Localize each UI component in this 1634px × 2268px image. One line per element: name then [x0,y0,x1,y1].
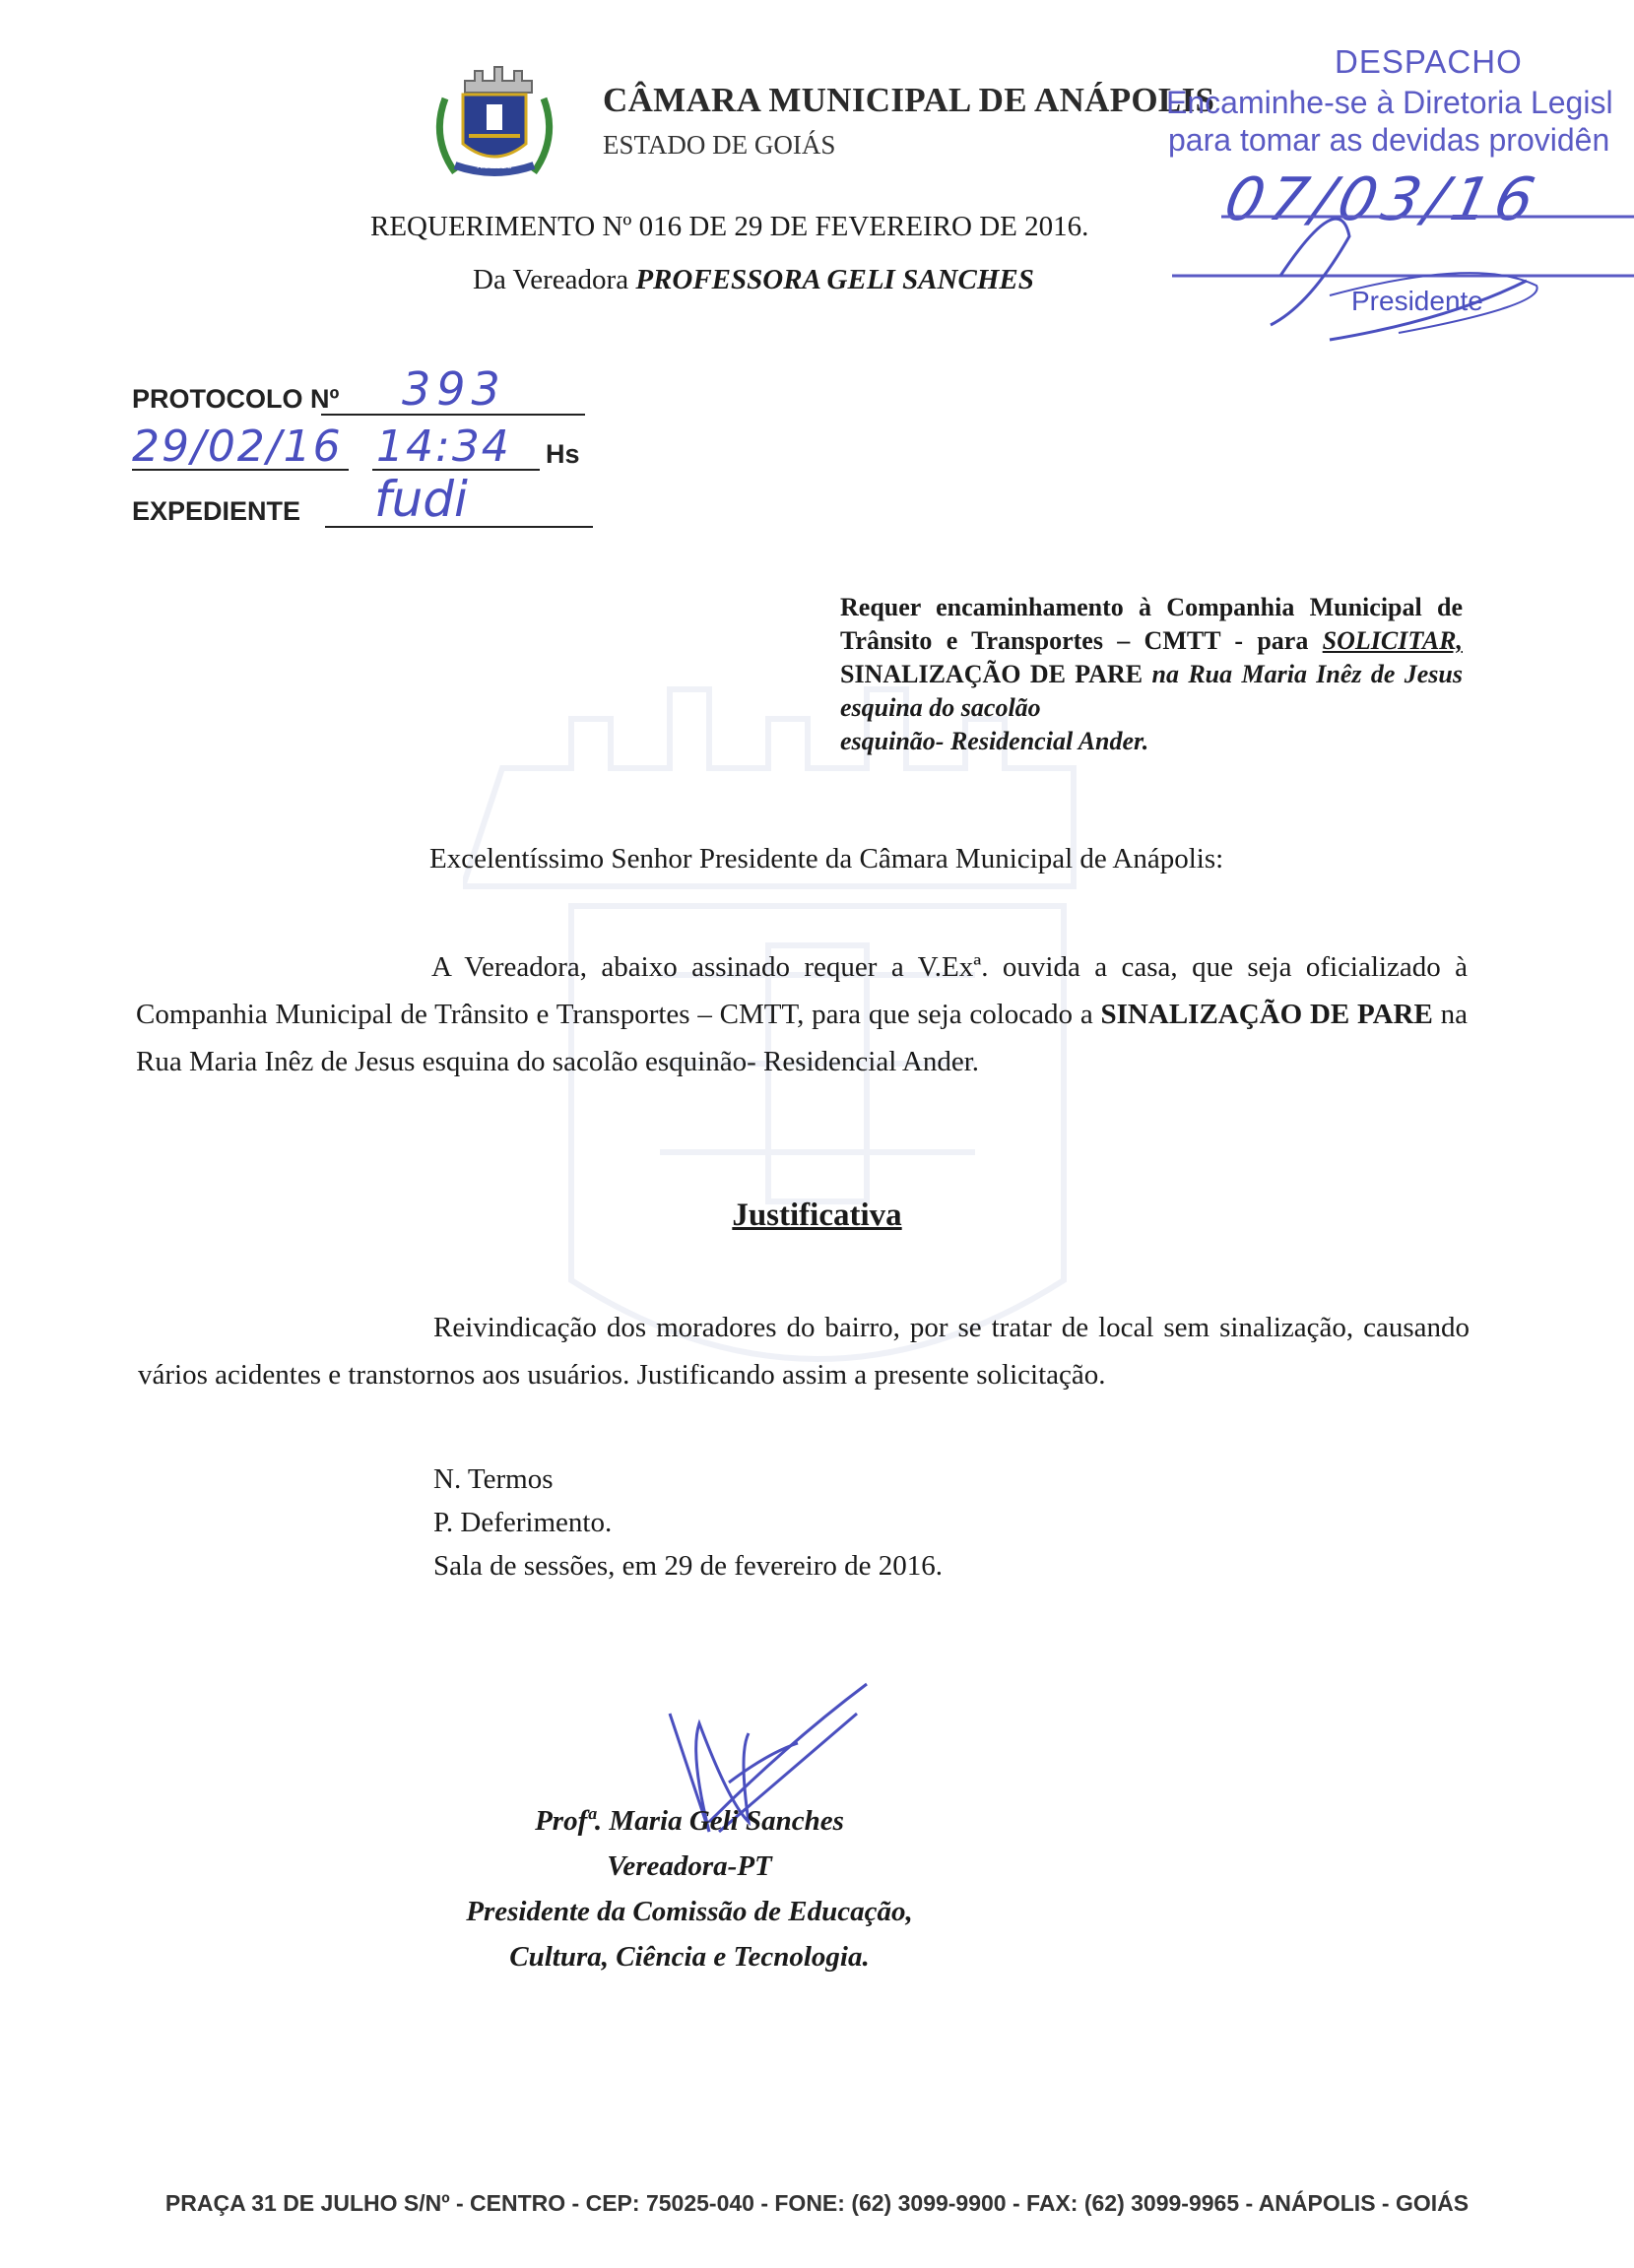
request-summary [840,591,1463,758]
stamp-handwritten-date: 07/03/16 [1218,165,1546,234]
author-name: PROFESSORA GELI SANCHES [635,264,1034,295]
paragraph-bold: SINALIZAÇÃO DE PARE [1100,999,1433,1030]
justification-text: Reivindicação dos moradores do bairro, por se tratar de local sem sinalização, causando vários acidentes e transtornos aos usuários. Justificando assim a presente solicitação. [138,1312,1470,1391]
closing-line-1: N. Termos [433,1463,554,1495]
summary-part-4: esquinão- Residencial Ander. [840,727,1149,755]
main-paragraph [136,943,1468,1085]
expediente-initials: fudi [374,471,468,528]
municipal-crest [425,59,563,187]
summary-part-3: na Rua Maria Inêz de Jesus esquina do sacolão [840,660,1464,722]
signature-role: Vereadora-PT [607,1850,772,1882]
justification-heading: Justificativa [732,1198,902,1233]
stamp-line-1: Encaminhe-se à Diretoria Legisl [1166,85,1613,120]
summary-part-1: Requer encaminhamento à Companhia Municipal de Trânsito e Transportes – CMTT - para [840,593,1463,655]
protocol-number: 393 [402,362,506,416]
signature-title-1: Presidente da Comissão de Educação, [466,1896,913,1927]
request-title: REQUERIMENTO Nº 016 DE 29 DE FEVEREIRO DE 2016. [370,211,1089,242]
crest-label: ANÁPOLIS [477,163,512,170]
footer-address: PRAÇA 31 DE JULHO S/Nº - CENTRO - CEP: 75025-040 - FONE: (62) 3099-9900 - FAX: (62) 3099-9965 - ANÁPOLIS - GOIÁS [164,2190,1470,2216]
closing-line-2: P. Deferimento. [433,1507,613,1538]
summary-solicitar: SOLICITAR, [1322,626,1463,655]
closing-line-3: Sala de sessões, em 29 de fevereiro de 2016. [433,1550,944,1582]
greeting: Excelentíssimo Senhor Presidente da Câmara Municipal de Anápolis: [429,843,1224,875]
expediente-label: EXPEDIENTE [132,496,301,526]
justification-paragraph [138,1304,1470,1398]
organization-name: CÂMARA MUNICIPAL DE ANÁPOLIS [603,81,1215,119]
hours-label: Hs [546,439,580,469]
signature-name: Profª. Maria Geli Sanches [535,1805,844,1837]
protocol-time: 14:34 [376,421,511,472]
request-author [473,264,1034,296]
protocol-date: 29/02/16 [132,421,343,472]
signature-title-2: Cultura, Ciência e Tecnologia. [509,1941,870,1973]
paragraph-text-a: A Vereadora, abaixo assinado requer a V.Exª. ouvida a casa, que seja oficializado à Companhia Municipal de Trânsito e Transportes – CMTT, para que seja colocado a [136,951,1468,1030]
state-name: ESTADO DE GOIÁS [603,130,836,160]
closing-block [433,1458,943,1588]
paragraph-text-b: na Rua Maria Inêz de Jesus esquina do sacolão esquinão- Residencial Ander. [136,999,1469,1077]
stamp-lines [1162,148,1634,355]
protocol-label: PROTOCOLO Nº [132,384,340,414]
stamp-line-2: para tomar as devidas providên [1168,122,1610,158]
signature-block [453,1798,926,1979]
author-prefix: Da Vereadora [473,264,629,295]
stamp-signature-label: Presidente [1351,286,1483,316]
stamp-title: DESPACHO [1335,43,1523,80]
summary-part-2: SINALIZAÇÃO DE PARE [840,660,1144,688]
